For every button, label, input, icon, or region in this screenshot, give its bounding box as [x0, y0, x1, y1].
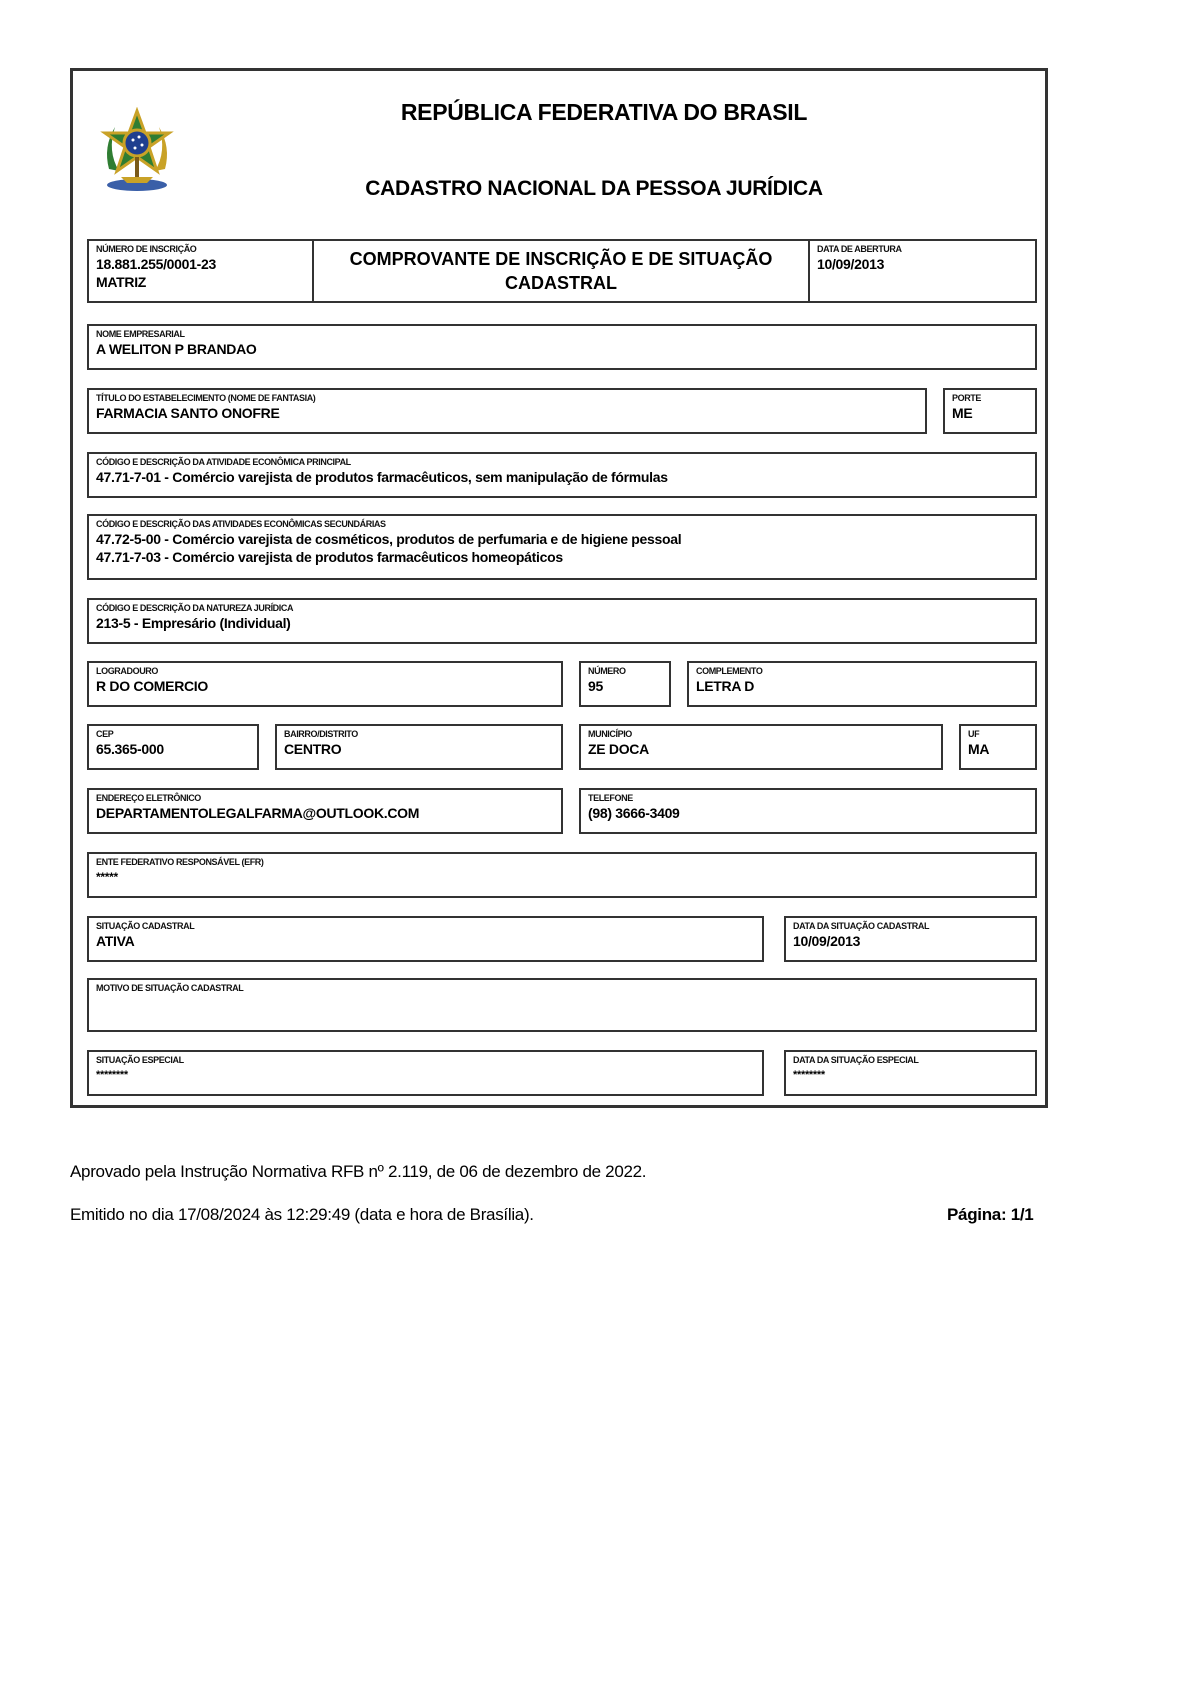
main-activity-value: 47.71-7-01 - Comércio varejista de produtos farmacêuticos, sem manipulação de fórmulas — [96, 469, 668, 485]
street-label: LOGRADOURO — [96, 666, 158, 676]
district-value: CENTRO — [284, 741, 342, 757]
opening-date-value: 10/09/2013 — [817, 256, 885, 272]
company-name-label: NOME EMPRESARIAL — [96, 329, 185, 339]
city-label: MUNICÍPIO — [588, 729, 632, 739]
registration-type-value: MATRIZ — [96, 274, 147, 290]
status-date-label: DATA DA SITUAÇÃO CADASTRAL — [793, 921, 930, 931]
efr-box — [87, 852, 1037, 898]
city-box — [579, 724, 943, 770]
status-date-value: 10/09/2013 — [793, 933, 861, 949]
phone-label: TELEFONE — [588, 793, 633, 803]
company-size-box — [943, 388, 1037, 434]
secondary-activity-item: 47.72-5-00 - Comércio varejista de cosméticos, produtos de perfumaria e de higiene pessoal — [96, 531, 682, 547]
company-size-label: PORTE — [952, 393, 982, 403]
email-box — [87, 788, 563, 834]
secondary-activity-item: 47.71-7-03 - Comércio varejista de produtos farmacêuticos homeopáticos — [96, 549, 563, 565]
cep-box — [87, 724, 259, 770]
registration-number-box — [87, 239, 314, 303]
opening-date-box — [808, 239, 1037, 303]
special-status-date-value: ******** — [793, 1069, 825, 1081]
main-activity-label: CÓDIGO E DESCRIÇÃO DA ATIVIDADE ECONÔMICA PRINCIPAL — [96, 457, 351, 467]
uf-label: UF — [968, 729, 980, 739]
efr-value: ***** — [96, 870, 118, 884]
status-value: ATIVA — [96, 933, 135, 949]
status-date-box — [784, 916, 1037, 962]
address-number-value: 95 — [588, 678, 603, 694]
certificate-title-line2: CADASTRAL — [505, 273, 617, 293]
approval-note: Aprovado pela Instrução Normativa RFB nº 2.119, de 06 de dezembro de 2022. — [70, 1162, 647, 1181]
address-number-label: NÚMERO — [588, 666, 626, 676]
company-name-box — [87, 324, 1037, 370]
secondary-activities-label: CÓDIGO E DESCRIÇÃO DAS ATIVIDADES ECONÔMICAS SECUNDÁRIAS — [96, 519, 386, 529]
legal-nature-label: CÓDIGO E DESCRIÇÃO DA NATUREZA JURÍDICA — [96, 603, 294, 613]
cnpj-certificate — [70, 68, 1048, 1108]
phone-value: (98) 3666-3409 — [588, 805, 680, 821]
special-status-value: ******** — [96, 1069, 128, 1081]
status-reason-box — [87, 978, 1037, 1032]
complement-value: LETRA D — [696, 678, 755, 694]
cep-label: CEP — [96, 729, 114, 739]
city-value: ZE DOCA — [588, 741, 649, 757]
complement-label: COMPLEMENTO — [696, 666, 763, 676]
status-reason-label: MOTIVO DE SITUAÇÃO CADASTRAL — [96, 983, 244, 993]
certificate-title-line1: COMPROVANTE DE INSCRIÇÃO E DE SITUAÇÃO — [349, 249, 773, 269]
address-number-box — [579, 661, 671, 707]
secondary-activities-box — [87, 514, 1037, 580]
issued-timestamp: Emitido no dia 17/08/2024 às 12:29:49 (data e hora de Brasília). — [70, 1205, 534, 1224]
registration-number-label: NÚMERO DE INSCRIÇÃO — [96, 244, 197, 254]
company-size-value: ME — [952, 405, 973, 421]
page-number: Página: 1/1 — [947, 1205, 1034, 1224]
uf-box — [959, 724, 1037, 770]
trade-name-label: TÍTULO DO ESTABELECIMENTO (NOME DE FANTASIA) — [96, 393, 316, 403]
special-status-label: SITUAÇÃO ESPECIAL — [96, 1055, 184, 1065]
complement-box — [687, 661, 1037, 707]
efr-label: ENTE FEDERATIVO RESPONSÁVEL (EFR) — [96, 857, 264, 867]
status-label: SITUAÇÃO CADASTRAL — [96, 921, 195, 931]
special-status-box — [87, 1050, 764, 1096]
special-status-date-box — [784, 1050, 1037, 1096]
registry-title: CADASTRO NACIONAL DA PESSOA JURÍDICA — [365, 177, 823, 200]
main-activity-box — [87, 452, 1037, 498]
email-value: DEPARTAMENTOLEGALFARMA@OUTLOOK.COM — [96, 805, 420, 821]
company-name-value: A WELITON P BRANDAO — [96, 341, 257, 357]
registration-number-value: 18.881.255/0001-23 — [96, 256, 216, 272]
special-status-date-label: DATA DA SITUAÇÃO ESPECIAL — [793, 1055, 919, 1065]
cep-value: 65.365-000 — [96, 741, 164, 757]
status-box — [87, 916, 764, 962]
opening-date-label: DATA DE ABERTURA — [817, 244, 902, 254]
certificate-title-box — [312, 239, 810, 303]
district-label: BAIRRO/DISTRITO — [284, 729, 358, 739]
legal-nature-box — [87, 598, 1037, 644]
district-box — [275, 724, 563, 770]
street-box — [87, 661, 563, 707]
phone-box — [579, 788, 1037, 834]
trade-name-value: FARMACIA SANTO ONOFRE — [96, 405, 280, 421]
trade-name-box — [87, 388, 927, 434]
email-label: ENDEREÇO ELETRÔNICO — [96, 793, 201, 803]
street-value: R DO COMERCIO — [96, 678, 208, 694]
legal-nature-value: 213-5 - Empresário (Individual) — [96, 615, 291, 631]
uf-value: MA — [968, 741, 990, 757]
country-title: REPÚBLICA FEDERATIVA DO BRASIL — [400, 99, 808, 125]
